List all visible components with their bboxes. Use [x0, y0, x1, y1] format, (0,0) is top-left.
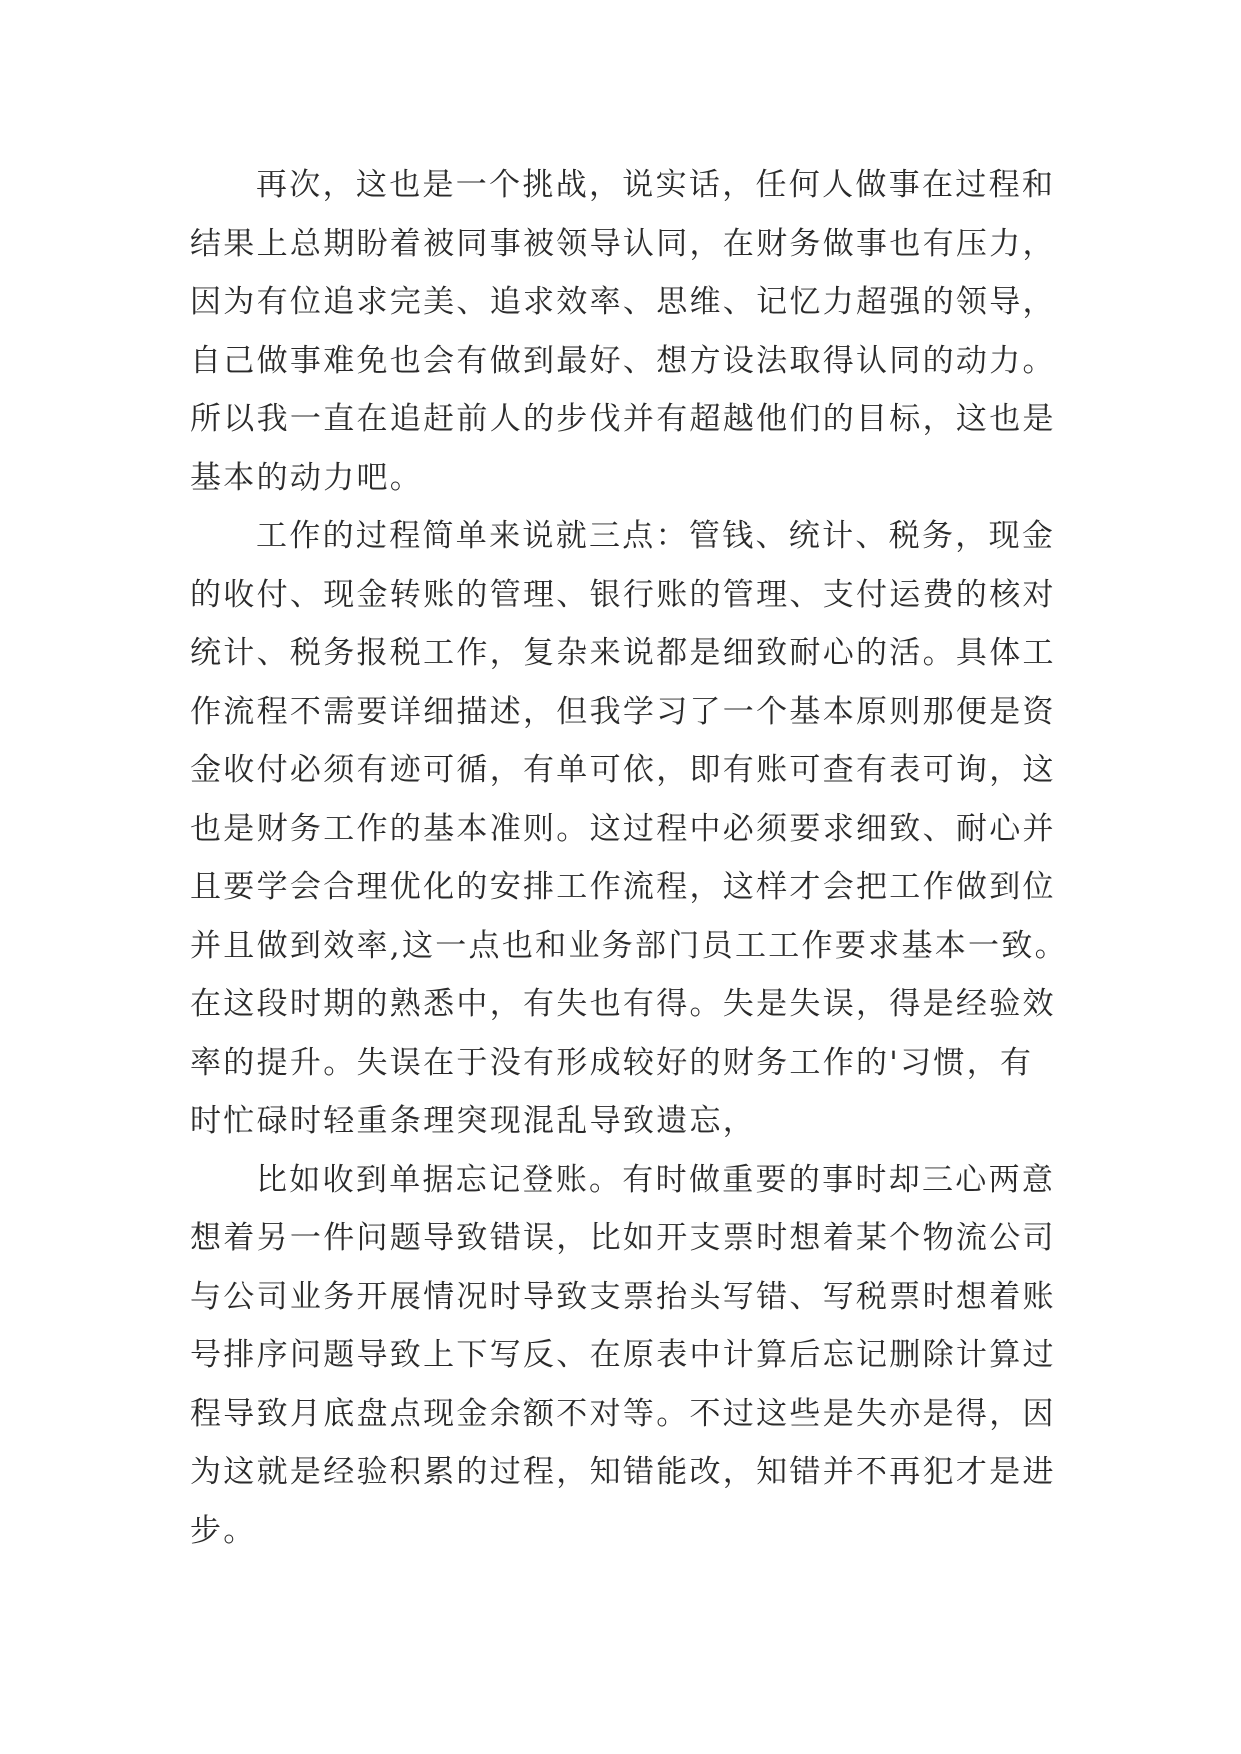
paragraph-1-line-5: 所以我一直在追赶前人的步伐并有超越他们的目标，这也是	[190, 401, 1056, 437]
paragraph-2-line-4: 作流程不需要详细描述，但我学习了一个基本原则那便是资	[190, 693, 1056, 730]
paragraph-1-line-1: 再次，这也是一个挑战，说实话，任何人做事在过程和	[256, 167, 1056, 203]
paragraph-2-line-2: 的收付、现金转账的管理、银行账的管理、支付运费的核对	[190, 576, 1056, 613]
document-body	[190, 156, 1068, 1560]
paragraph-3-line-3: 与公司业务开展情况时导致支票抬头写错、写税票时想着账	[190, 1278, 1056, 1315]
paragraph-2-line-5: 金收付必须有迹可循，有单可依，即有账可查有表可询，这	[190, 752, 1056, 788]
paragraph-3-line-2: 想着另一件问题导致错误，比如开支票时想着某个物流公司	[190, 1220, 1056, 1256]
paragraph-3-line-4: 号排序问题导致上下写反、在原表中计算后忘记删除计算过	[190, 1337, 1056, 1373]
paragraph-3-line-6: 为这就是经验积累的过程，知错能改，知错并不再犯才是进	[190, 1454, 1056, 1490]
paragraph-2-line-3: 统计、税务报税工作，复杂来说都是细致耐心的活。具体工	[190, 635, 1056, 671]
paragraph-3-line-5: 程导致月底盘点现金余额不对等。不过这些是失亦是得，因	[190, 1395, 1056, 1432]
paragraph-2-line-6: 也是财务工作的基本准则。这过程中必须要求细致、耐心并	[190, 810, 1056, 847]
paragraph-1-line-3: 因为有位追求完美、追求效率、思维、记忆力超强的领导，	[190, 284, 1056, 320]
paragraph-3-line-7: 步。	[190, 1512, 257, 1549]
paragraph-3-line-1: 比如收到单据忘记登账。有时做重要的事时却三心两意	[256, 1161, 1056, 1198]
paragraph-2-line-7: 且要学会合理优化的安排工作流程，这样才会把工作做到位	[190, 869, 1056, 905]
paragraph-2-line-1: 工作的过程简单来说就三点：管钱、统计、税务，现金	[256, 518, 1056, 554]
paragraph-1-line-6: 基本的动力吧。	[190, 459, 424, 496]
paragraph-2-line-8: 并且做到效率,这一点也和业务部门员工工作要求基本一致。	[190, 927, 1068, 964]
paragraph-1-line-2: 结果上总期盼着被同事被领导认同，在财务做事也有压力，	[190, 225, 1056, 262]
paragraph-2-line-11: 时忙碌时轻重条理突现混乱导致遗忘，	[190, 1103, 757, 1139]
paragraph-2-line-9: 在这段时期的熟悉中，有失也有得。失是失误，得是经验效	[190, 986, 1056, 1022]
paragraph-2-line-10: 率的提升。失误在于没有形成较好的财务工作的'习惯，有	[190, 1044, 1034, 1081]
paragraph-1-line-4: 自己做事难免也会有做到最好、想方设法取得认同的动力。	[190, 342, 1056, 379]
